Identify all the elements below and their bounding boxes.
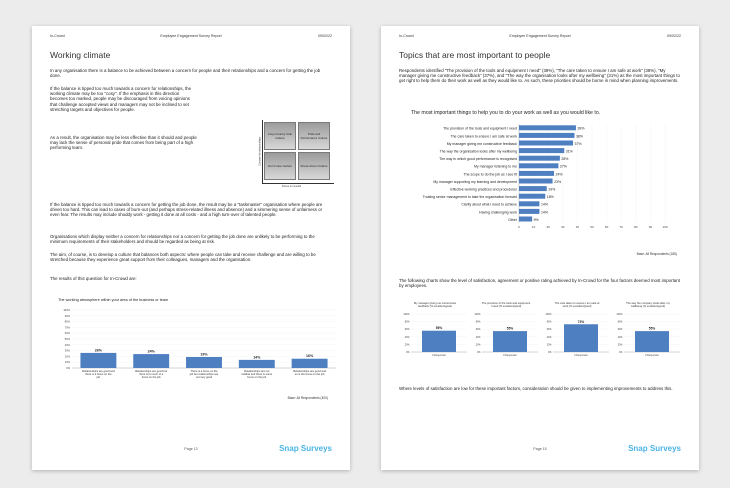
satisfaction-chart-wellbeing	[612, 298, 684, 362]
data-label: 19%	[548, 187, 556, 192]
y-tick-label: 80%	[475, 320, 481, 324]
data-label: 14%	[540, 202, 548, 207]
category-label: Having challenging work	[479, 210, 517, 215]
y-tick-label: 40%	[546, 335, 552, 339]
header-report-title: Employee Engagement Survey Report	[160, 34, 222, 38]
category-label: My manager supporting my learning and development	[433, 179, 517, 184]
bar	[519, 141, 573, 146]
data-label: 24%	[555, 172, 563, 177]
category-label: The scope to do the job as I see fit	[463, 172, 517, 177]
snap-surveys-logo: Snap Surveys	[279, 444, 332, 453]
bar	[493, 331, 527, 352]
y-tick-label: 60%	[617, 328, 623, 332]
page-header	[32, 34, 350, 42]
satisfaction-chart-safety	[541, 298, 613, 362]
y-tick-label: 10%	[64, 361, 70, 365]
paragraph: Where levels of satisfaction are low for these important factors, consideration should be given to implementing improvements to address this.	[399, 386, 673, 391]
matrix-cell-cosy: Cosy Country Club Culture	[264, 122, 296, 150]
bar	[635, 331, 669, 352]
bar	[519, 148, 564, 153]
satisfaction-chart-tools	[470, 298, 542, 362]
x-tick-label: There is a focus on the job but relationships are not very good	[189, 370, 219, 380]
y-tick-label: 80%	[404, 320, 410, 324]
data-label: 55%	[648, 326, 656, 331]
x-tick-label: Relationships are good and so is the focus on the job	[293, 370, 326, 377]
y-tick-label: 20%	[475, 343, 481, 347]
page-number: Page 15	[533, 447, 547, 451]
y-tick-label: 0%	[66, 367, 70, 370]
category-label: The care taken to ensure I am safe at work	[450, 134, 517, 139]
bar	[133, 354, 169, 368]
y-tick-label: 100%	[545, 313, 552, 316]
x-tick-label: 70	[619, 224, 623, 229]
data-label: 28%	[561, 157, 569, 162]
header-date: 09/02/22	[318, 34, 332, 38]
paragraph: As a result, the organisation may be less effective than it should and people may lack the sense of personal pride that comes from being part of a high performing team.	[50, 135, 197, 151]
bar	[519, 156, 560, 161]
chart-title: The care taken to ensure I am safe at work (% excellent/good)	[554, 302, 600, 309]
category-label: Effective working practices and procedures	[450, 187, 517, 192]
matrix-cell-pride: Pride and Performance Culture	[298, 122, 330, 150]
matrix-cell-dont-care: Don't Care Culture	[264, 152, 296, 180]
data-label: 18%	[546, 195, 554, 200]
data-label: 19%	[200, 352, 208, 357]
header-report-title: Employee Engagement Survey Report	[509, 34, 571, 38]
y-tick-label: 60%	[475, 328, 481, 332]
report-page-left	[32, 26, 350, 470]
data-label: 14%	[253, 355, 261, 360]
category-label: Other	[508, 217, 517, 222]
y-tick-label: 80%	[64, 320, 70, 324]
paragraph: If the balance is tipped too much towards a concern for getting the job done, the result may be a "taskmaster" organisation where people are driven too hard. This can lead to cases of burn-out (and perhaps stress-related illness and absence) and a simmering sense of unfairness or even fear. The results may include shoddy work - getting it done at all costs - and a high turn-over of talented people.	[50, 202, 323, 218]
bar	[80, 353, 116, 368]
bar	[519, 133, 574, 138]
category-label: The provision of the tools and equipment I need	[443, 126, 517, 131]
matrix-cell-stress: Stress-driven Culture	[298, 152, 330, 180]
snap-surveys-logo: Snap Surveys	[628, 444, 681, 453]
y-tick-label: 20%	[546, 343, 552, 347]
x-tick-label: 90	[648, 224, 653, 229]
paragraph: In any organisation there is a balance to be achieved between a concern for people and their relationships and a concern for getting the job done.	[50, 68, 321, 79]
header-date: 09/02/22	[667, 34, 681, 38]
x-tick-label: Relationships are good but there isn't much of a focus on the job	[135, 370, 168, 380]
x-tick-label: Relationships are good and there is a focus on the job	[82, 370, 115, 380]
x-tick-label: Relationships are not reliable and there is some focus on the job	[241, 370, 273, 380]
matrix-y-label: Concern for relationships	[258, 137, 262, 166]
satisfaction-chart-feedback	[399, 298, 471, 362]
x-tick-label: 0	[518, 224, 520, 229]
data-label: 38%	[575, 134, 583, 139]
matrix-y-axis	[262, 120, 263, 184]
x-tick-label: 20	[546, 224, 550, 229]
category-label: My manager listening to me	[474, 164, 517, 169]
x-tick-label: 80	[634, 224, 638, 229]
y-tick-label: 70%	[64, 326, 70, 330]
bar	[186, 357, 222, 368]
chart-title: My manager giving me constructive feedback (% excellent/good)	[413, 302, 457, 309]
y-tick-label: 100%	[474, 313, 481, 316]
y-tick-label: 0%	[406, 351, 410, 354]
bar	[239, 360, 275, 368]
y-tick-label: 20%	[64, 355, 70, 359]
bar	[519, 217, 532, 222]
x-tick-label: 30	[561, 224, 565, 229]
data-label: 37%	[574, 141, 582, 146]
y-tick-label: 100%	[616, 313, 623, 316]
header-org: In-Crowd	[399, 34, 414, 38]
data-label: 23%	[554, 179, 562, 184]
y-tick-label: 40%	[475, 335, 481, 339]
bar	[519, 194, 545, 199]
y-tick-label: 0%	[619, 351, 623, 354]
page-footer	[32, 444, 350, 456]
important-topics-chart	[381, 122, 699, 246]
x-tick-label: 0 Responder	[645, 354, 659, 357]
paragraph: The aim, of course, is to develop a culture that balances both aspects: where people can take and receive challenge and are willing to be stretched because they experience great support from their colleagues, managers and the organisation.	[50, 252, 316, 263]
y-tick-label: 60%	[64, 332, 70, 336]
y-tick-label: 20%	[617, 343, 623, 347]
y-tick-label: 0%	[548, 351, 552, 354]
y-tick-label: 50%	[64, 338, 70, 341]
data-label: 14%	[540, 210, 548, 215]
chart-title: The provision of the tools and equipment I need (% excellent/good)	[481, 302, 531, 309]
y-tick-label: 40%	[404, 335, 410, 339]
category-label: Trusting senior management to take the organisation forward	[422, 195, 517, 200]
data-label: 39%	[577, 126, 585, 131]
paragraph: The results of this question for In-Crowd are:	[50, 276, 137, 281]
data-label: 27%	[559, 164, 567, 169]
x-tick-label: 10	[531, 224, 536, 229]
x-tick-label: 0 Responder	[574, 354, 588, 357]
chart-title: The most important things to help you to do your work as well as you would like to.	[411, 110, 601, 116]
y-tick-label: 80%	[617, 320, 623, 324]
data-label: 31%	[565, 149, 573, 154]
chart-base-note: Base: All Respondents (400)	[287, 396, 328, 400]
data-label: 24%	[147, 349, 155, 354]
culture-matrix-diagram	[258, 120, 336, 192]
x-tick-label: 0 Responder	[503, 354, 517, 357]
data-label: 73%	[577, 319, 585, 324]
y-tick-label: 100%	[403, 313, 410, 316]
paragraph: Organisations which display neither a concern for relationships nor a concern for getting the job done are unlikely to be performing to the minimum requirements of their stakeholders and should be regarded as being at risk.	[50, 234, 315, 245]
bar	[519, 125, 576, 130]
section-title: Working climate	[50, 50, 111, 60]
page-header	[381, 34, 699, 42]
y-tick-label: 60%	[546, 328, 552, 332]
bar	[422, 331, 456, 352]
matrix-x-axis	[262, 183, 334, 184]
bar	[519, 179, 553, 184]
header-org: In-Crowd	[50, 34, 65, 38]
x-tick-label: 100	[662, 224, 668, 229]
bar	[519, 163, 558, 168]
data-label: 26%	[94, 348, 103, 353]
data-label: 56%	[435, 326, 443, 331]
y-tick-label: 80%	[546, 320, 552, 324]
paragraph: Respondents identified "The provision of the tools and equipment I need" (39%), "The care taken to ensure I am safe at work" (38%), "My manager giving me constructive feedback" (37%), and "The way the organisation looks after my wellbeing" (31%) as the most important things to get right to help them do their work as well as they would like to. As such, these priorities should be borne in mind when planning improvements.	[399, 68, 680, 84]
chart-base-note: Base: All Respondents (185)	[636, 252, 677, 256]
paragraph: The following charts show the level of satisfaction, agreement or positive rating achieved by In-Crowd for the four factors deemed most important by employees.	[399, 278, 680, 289]
bar	[519, 171, 554, 176]
bar	[519, 209, 539, 214]
y-tick-label: 90%	[64, 314, 70, 318]
paragraph: If the balance is tipped too much towards a concern for relationships, the working climate may be too "cosy". If the emphasis in this direction becomes too marked, people may be discouraged from voicing opinions that challenge accepted views and managers may not be inclined to set stretching targets and objectives for people.	[50, 86, 192, 112]
bar	[519, 186, 547, 191]
y-tick-label: 40%	[617, 335, 623, 339]
chart-title: The working atmosphere within your area of the business or team	[58, 298, 169, 302]
data-label: 9%	[533, 217, 539, 222]
report-page-right	[381, 26, 699, 470]
bar	[292, 359, 328, 368]
section-title: Topics that are most important to people	[399, 50, 551, 60]
y-tick-label: 20%	[404, 343, 410, 347]
data-label: 16%	[305, 354, 314, 359]
category-label: The way in which good performance is recognised	[439, 157, 517, 162]
data-label: 55%	[506, 326, 514, 331]
working-atmosphere-chart	[32, 306, 350, 394]
category-label: The way the organisation looks after my wellbeing	[439, 149, 517, 154]
page-footer	[381, 444, 699, 456]
x-tick-label: 50	[590, 224, 594, 229]
page-number: Page 13	[184, 447, 198, 451]
matrix-x-label: Focus on results	[282, 185, 302, 188]
bar	[519, 201, 539, 206]
y-tick-label: 100%	[63, 309, 70, 312]
y-tick-label: 30%	[64, 349, 70, 353]
x-tick-label: 60	[604, 224, 609, 229]
y-tick-label: 0%	[477, 351, 481, 354]
x-tick-label: 40	[575, 224, 580, 229]
category-label: Clarity about what I need to achieve	[461, 202, 517, 207]
chart-title: The way the company looks after my wellbeing (% excellent/good)	[626, 302, 670, 309]
y-tick-label: 60%	[404, 328, 410, 332]
y-tick-label: 40%	[64, 343, 70, 347]
bar	[564, 324, 598, 352]
category-label: My manager giving me constructive feedback	[446, 141, 517, 146]
x-tick-label: 0 Responder	[432, 354, 446, 357]
